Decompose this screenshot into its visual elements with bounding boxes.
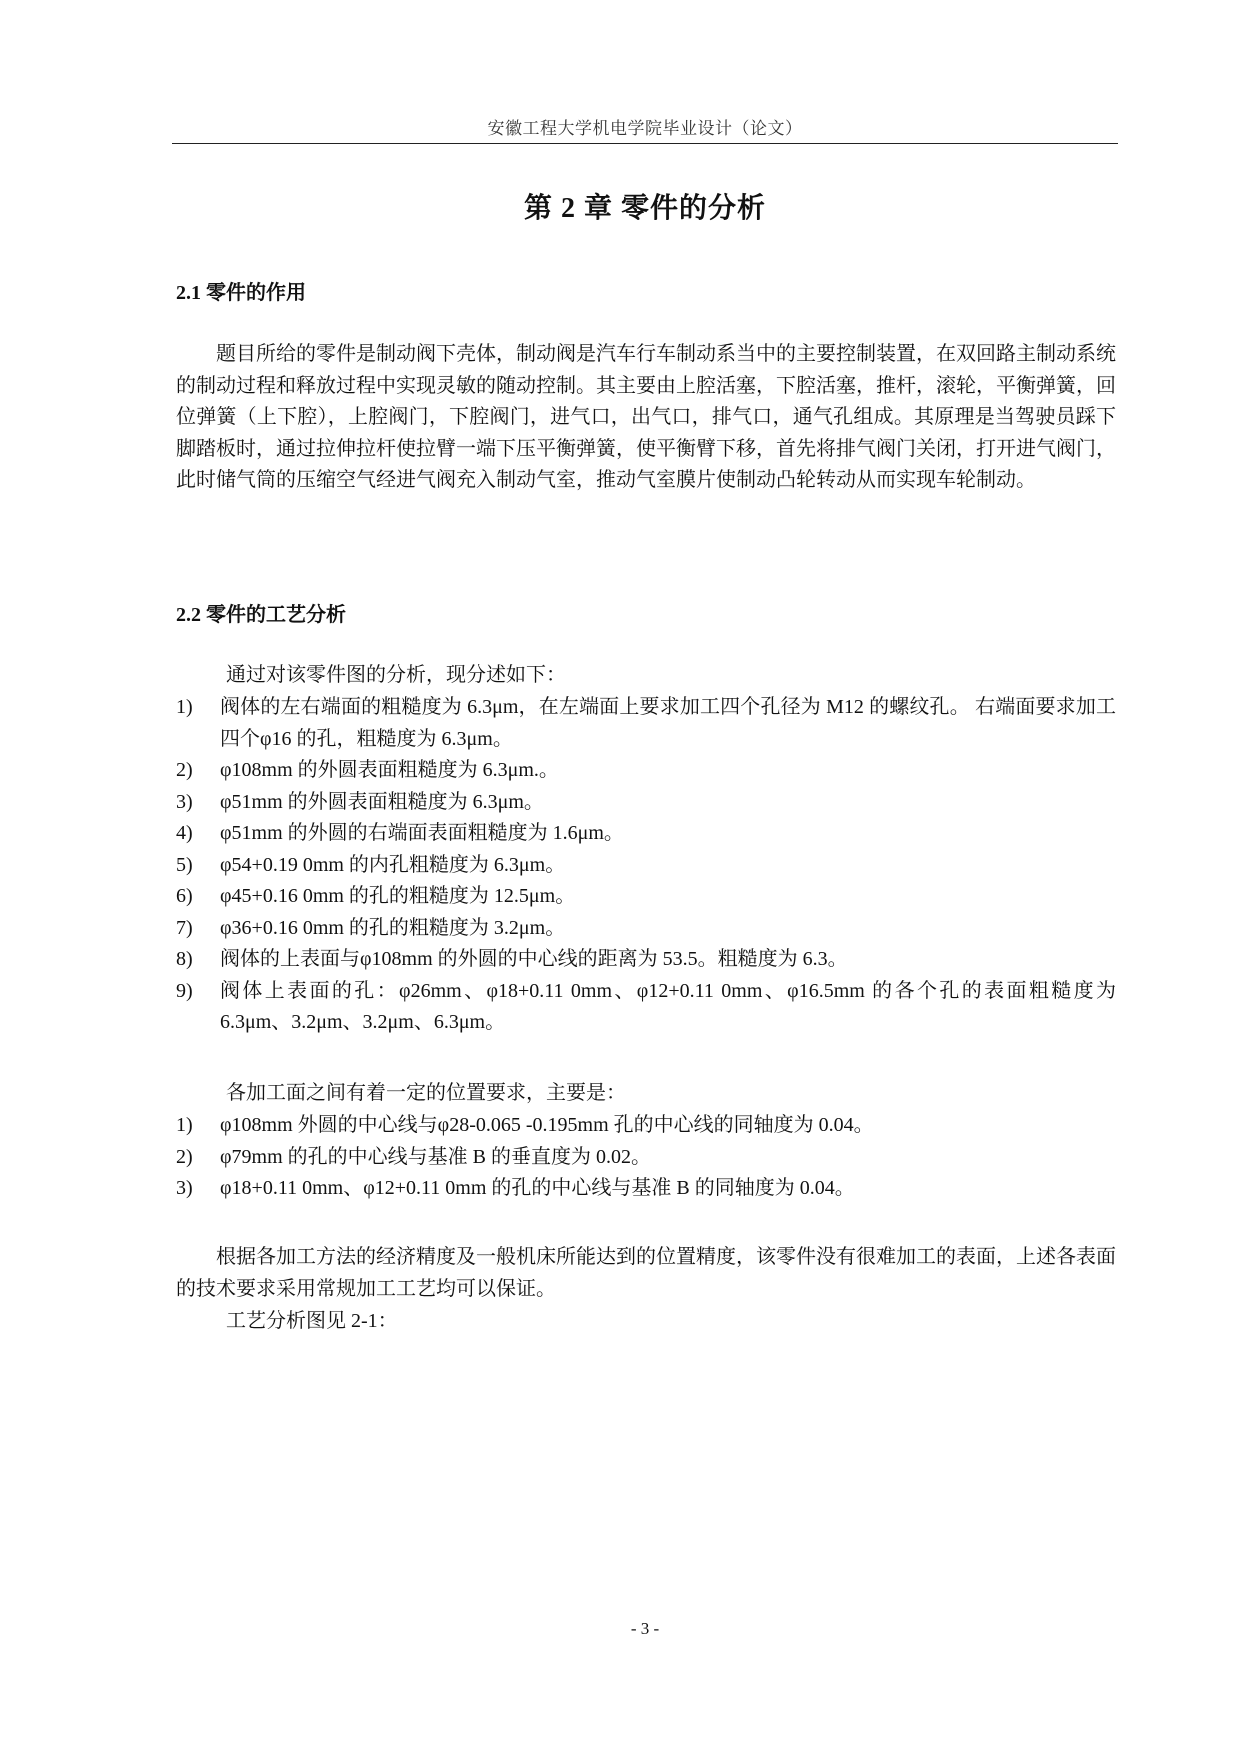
list-item-number: 6)	[176, 885, 193, 907]
position-intro: 各加工面之间有着一定的位置要求，主要是：	[226, 1082, 626, 1104]
list-item-number: 5)	[176, 853, 193, 876]
list-item	[176, 850, 1116, 882]
list-item	[176, 692, 1116, 755]
section-heading-2-1: 2.1 零件的作用	[176, 282, 306, 304]
list-item	[176, 1142, 1116, 1174]
list-item-text: 阀体上表面的孔：φ26mm、φ18+0.11 0mm、φ12+0.11 0mm、φ16.5mm 的各个孔的表面粗糙度为 6.3μm、3.2μm、3.2μm、6.3μm。	[220, 979, 1116, 1033]
list-item	[176, 1110, 1116, 1142]
list-item	[176, 818, 1116, 850]
position-requirements-list	[176, 1110, 1116, 1205]
list-item-text: φ108mm 外圆的中心线与φ28-0.065 -0.195mm 孔的中心线的同轴度为 0.04。	[220, 1114, 874, 1136]
list-item-text: φ51mm 的外圆表面粗糙度为 6.3μm。	[220, 790, 544, 813]
list-item-text: φ79mm 的孔的中心线与基准 B 的垂直度为 0.02。	[220, 1145, 651, 1168]
list-item-number: 1)	[176, 1114, 193, 1136]
figure-reference: 工艺分析图见 2-1：	[226, 1310, 398, 1332]
list-item-number: 1)	[176, 696, 193, 718]
list-item-text: φ108mm 的外圆表面粗糙度为 6.3μm.。	[220, 759, 559, 781]
list-item-number: 2)	[176, 759, 193, 781]
analysis-intro: 通过对该零件图的分析，现分述如下：	[226, 664, 566, 686]
page-header: 安徽工程大学机电学院毕业设计（论文）	[487, 119, 803, 138]
list-item-number: 3)	[176, 1177, 193, 1199]
list-item-number: 4)	[176, 822, 193, 844]
list-item-text: φ51mm 的外圆的右端面表面粗糙度为 1.6μm。	[220, 822, 624, 844]
header-rule	[172, 143, 1118, 144]
list-item-text: φ45+0.16 0mm 的孔的粗糙度为 12.5μm。	[220, 885, 576, 907]
list-item-text: 阀体的上表面与φ108mm 的外圆的中心线的距离为 53.5。粗糙度为 6.3。	[220, 948, 848, 970]
list-item-number: 9)	[176, 979, 193, 1002]
list-item-text: φ54+0.19 0mm 的内孔粗糙度为 6.3μm。	[220, 853, 566, 876]
list-item	[176, 787, 1116, 819]
list-item-number: 8)	[176, 948, 193, 970]
list-item-number: 2)	[176, 1145, 193, 1168]
list-item	[176, 944, 1116, 976]
list-item-number: 3)	[176, 790, 193, 813]
roughness-requirements-list	[176, 692, 1116, 1039]
list-item	[176, 755, 1116, 787]
list-item	[176, 881, 1116, 913]
section-heading-2-2: 2.2 零件的工艺分析	[176, 604, 346, 626]
conclusion-paragraph: 根据各加工方法的经济精度及一般机床所能达到的位置精度，该零件没有很难加工的表面，上述各表面的技术要求采用常规加工工艺均可以保证。	[176, 1246, 1116, 1300]
page-number: - 3 -	[630, 1619, 660, 1638]
list-item	[176, 913, 1116, 945]
section-2-1-paragraph: 题目所给的零件是制动阀下壳体，制动阀是汽车行车制动系当中的主要控制装置，在双回路主制动系统的制动过程和释放过程中实现灵敏的随动控制。其主要由上腔活塞，下腔活塞，推杆，滚轮，平衡弹簧，回位弹簧（上下腔），上腔阀门，下腔阀门，进气口，出气口，排气口，通气孔组成。其原理是当驾驶员踩下脚踏板时，通过拉伸拉杆使拉臂一端下压平衡弹簧，使平衡臂下移，首先将排气阀门关闭，打开进气阀门，此时储气筒的压缩空气经进气阀充入制动气室，推动气室膜片使制动凸轮转动从而实现车轮制动。	[176, 343, 1116, 491]
list-item-text: φ36+0.16 0mm 的孔的粗糙度为 3.2μm。	[220, 916, 566, 939]
list-item	[176, 976, 1116, 1039]
list-item	[176, 1173, 1116, 1205]
chapter-title: 第 2 章 零件的分析	[523, 193, 766, 224]
list-item-text: 阀体的左右端面的粗糙度为 6.3μm，在左端面上要求加工四个孔径为 M12 的螺纹孔。 右端面要求加工四个φ16 的孔，粗糙度为 6.3μm。	[220, 696, 1116, 750]
list-item-number: 7)	[176, 916, 193, 939]
list-item-text: φ18+0.11 0mm、φ12+0.11 0mm 的孔的中心线与基准 B 的同轴度为 0.04。	[220, 1177, 855, 1199]
